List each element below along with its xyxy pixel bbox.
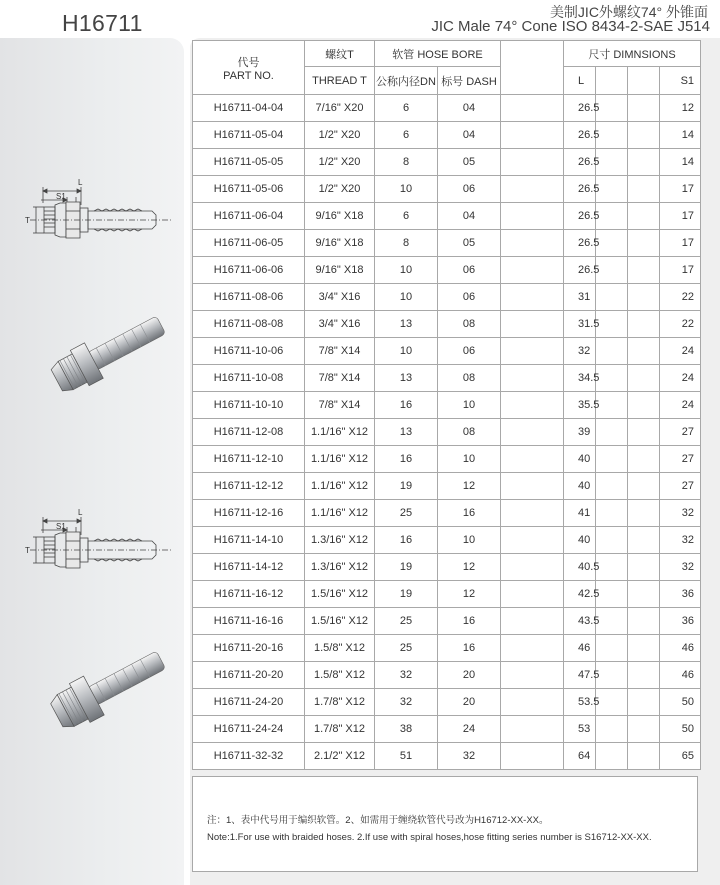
- blank-cell: [501, 635, 564, 662]
- blank-cell: [628, 284, 660, 311]
- l-cell: 40.5: [564, 554, 596, 581]
- blank-cell: [501, 527, 564, 554]
- header-thread-cn: 螺纹T: [305, 41, 375, 67]
- s1-cell: 22: [660, 311, 701, 338]
- part-no-cell: H16711-05-06: [193, 176, 305, 203]
- spec-table: [192, 40, 701, 770]
- s1-cell: 50: [660, 689, 701, 716]
- table-row: [193, 716, 701, 743]
- table-row: [193, 338, 701, 365]
- thread-cell: 1.1/16" X12: [305, 419, 375, 446]
- fitting-drawing-icon: [22, 505, 182, 575]
- fitting-drawing-icon: [22, 175, 182, 245]
- part-no-cell: H16711-08-06: [193, 284, 305, 311]
- blank-cell: [596, 311, 628, 338]
- part-no-cell: H16711-10-08: [193, 365, 305, 392]
- part-no-cell: H16711-14-10: [193, 527, 305, 554]
- dn-cell: 16: [375, 527, 438, 554]
- l-cell: 26.5: [564, 203, 596, 230]
- blank-cell: [596, 176, 628, 203]
- thread-cell: 9/16" X18: [305, 230, 375, 257]
- l-cell: 26.5: [564, 230, 596, 257]
- thread-cell: 1.1/16" X12: [305, 446, 375, 473]
- l-cell: 31.5: [564, 311, 596, 338]
- header-thread-en: THREAD T: [305, 67, 375, 95]
- svg-text:S1: S1: [56, 522, 66, 531]
- dn-cell: 8: [375, 230, 438, 257]
- part-no-cell: H16711-32-32: [193, 743, 305, 770]
- blank-cell: [596, 365, 628, 392]
- blank-cell: [501, 122, 564, 149]
- blank-cell: [596, 284, 628, 311]
- blank-cell: [501, 581, 564, 608]
- l-cell: 40: [564, 527, 596, 554]
- part-no-cell: H16711-05-04: [193, 122, 305, 149]
- blank-cell: [596, 95, 628, 122]
- dn-cell: 13: [375, 419, 438, 446]
- thread-cell: 1.5/8" X12: [305, 635, 375, 662]
- dash-cell: 06: [438, 176, 501, 203]
- blank-cell: [628, 203, 660, 230]
- dash-cell: 04: [438, 122, 501, 149]
- dash-cell: 06: [438, 284, 501, 311]
- s1-cell: 46: [660, 662, 701, 689]
- blank-cell: [596, 257, 628, 284]
- part-no-cell: H16711-10-10: [193, 392, 305, 419]
- blank-cell: [628, 311, 660, 338]
- blank-cell: [628, 608, 660, 635]
- thread-cell: 1.5/8" X12: [305, 662, 375, 689]
- dn-cell: 16: [375, 446, 438, 473]
- part-no-cell: H16711-12-16: [193, 500, 305, 527]
- thread-cell: 9/16" X18: [305, 257, 375, 284]
- blank-cell: [628, 689, 660, 716]
- table-row: [193, 743, 701, 770]
- blank-cell: [596, 716, 628, 743]
- blank-cell: [501, 392, 564, 419]
- table-row: [193, 176, 701, 203]
- dash-cell: 12: [438, 554, 501, 581]
- l-cell: 42.5: [564, 581, 596, 608]
- thread-cell: 1.3/16" X12: [305, 554, 375, 581]
- dash-cell: 24: [438, 716, 501, 743]
- dash-cell: 05: [438, 230, 501, 257]
- blank-cell: [628, 581, 660, 608]
- dash-cell: 32: [438, 743, 501, 770]
- table-row: [193, 257, 701, 284]
- dn-cell: 13: [375, 311, 438, 338]
- table-row: [193, 284, 701, 311]
- blank-cell: [596, 581, 628, 608]
- table-row: [193, 122, 701, 149]
- dn-cell: 25: [375, 608, 438, 635]
- s1-cell: 27: [660, 473, 701, 500]
- blank-cell: [501, 176, 564, 203]
- l-cell: 35.5: [564, 392, 596, 419]
- l-cell: 34.5: [564, 365, 596, 392]
- part-no-cell: H16711-14-12: [193, 554, 305, 581]
- l-cell: 40: [564, 446, 596, 473]
- thread-cell: 7/8" X14: [305, 392, 375, 419]
- blank-cell: [628, 392, 660, 419]
- dn-cell: 32: [375, 662, 438, 689]
- dn-cell: 6: [375, 122, 438, 149]
- s1-cell: 17: [660, 230, 701, 257]
- s1-cell: 24: [660, 365, 701, 392]
- table-row: [193, 365, 701, 392]
- notes-box: [192, 776, 698, 872]
- blank-cell: [628, 473, 660, 500]
- blank-cell: [628, 527, 660, 554]
- left-panel: [0, 38, 184, 885]
- dn-cell: 6: [375, 95, 438, 122]
- table-row: [193, 230, 701, 257]
- s1-cell: 36: [660, 581, 701, 608]
- thread-cell: 1.1/16" X12: [305, 500, 375, 527]
- l-cell: 64: [564, 743, 596, 770]
- blank-cell: [628, 365, 660, 392]
- l-cell: 26.5: [564, 149, 596, 176]
- table-row: [193, 203, 701, 230]
- dash-cell: 05: [438, 149, 501, 176]
- svg-text:T: T: [25, 216, 30, 225]
- note-chinese: 注：1、表中代号用于编织软管。2、如需用于缠绕软管代号改为H16712-XX-XX。: [207, 815, 549, 826]
- fitting-photo-icon: [22, 640, 172, 750]
- thread-cell: 1.7/8" X12: [305, 716, 375, 743]
- svg-text:S1: S1: [56, 192, 66, 201]
- header-blank: [596, 67, 628, 95]
- blank-cell: [501, 149, 564, 176]
- blank-cell: [596, 743, 628, 770]
- part-no-cell: H16711-20-20: [193, 662, 305, 689]
- dash-cell: 20: [438, 662, 501, 689]
- l-cell: 31: [564, 284, 596, 311]
- s1-cell: 17: [660, 203, 701, 230]
- thread-cell: 1.7/8" X12: [305, 689, 375, 716]
- s1-cell: 24: [660, 392, 701, 419]
- dash-cell: 12: [438, 581, 501, 608]
- l-cell: 26.5: [564, 95, 596, 122]
- blank-cell: [628, 257, 660, 284]
- s1-cell: 27: [660, 446, 701, 473]
- header-s1: S1: [660, 67, 701, 95]
- part-no-cell: H16711-06-04: [193, 203, 305, 230]
- part-no-cell: H16711-06-06: [193, 257, 305, 284]
- blank-cell: [628, 176, 660, 203]
- thread-cell: 2.1/2" X12: [305, 743, 375, 770]
- part-no-cell: H16711-12-12: [193, 473, 305, 500]
- thread-cell: 1.5/16" X12: [305, 581, 375, 608]
- thread-cell: 1.1/16" X12: [305, 473, 375, 500]
- blank-cell: [501, 338, 564, 365]
- dash-cell: 20: [438, 689, 501, 716]
- header-dash: 标号 DASH: [438, 67, 501, 95]
- blank-cell: [596, 338, 628, 365]
- s1-cell: 50: [660, 716, 701, 743]
- table-row: [193, 554, 701, 581]
- dn-cell: 38: [375, 716, 438, 743]
- blank-cell: [628, 446, 660, 473]
- blank-cell: [596, 527, 628, 554]
- dn-cell: 10: [375, 176, 438, 203]
- header-blank: [628, 67, 660, 95]
- blank-cell: [596, 473, 628, 500]
- blank-cell: [501, 662, 564, 689]
- header-dimensions: 尺寸 DIMNSIONS: [564, 41, 701, 67]
- l-cell: 47.5: [564, 662, 596, 689]
- table-row: [193, 419, 701, 446]
- dn-cell: 25: [375, 500, 438, 527]
- blank-cell: [628, 95, 660, 122]
- blank-cell: [596, 149, 628, 176]
- dn-cell: 10: [375, 257, 438, 284]
- blank-cell: [628, 122, 660, 149]
- dn-cell: 32: [375, 689, 438, 716]
- blank-cell: [596, 608, 628, 635]
- l-cell: 53.5: [564, 689, 596, 716]
- table-row: [193, 527, 701, 554]
- blank-cell: [628, 500, 660, 527]
- dash-cell: 12: [438, 473, 501, 500]
- blank-cell: [596, 230, 628, 257]
- table-row: [193, 446, 701, 473]
- part-no-cell: H16711-12-08: [193, 419, 305, 446]
- dn-cell: 19: [375, 473, 438, 500]
- s1-cell: 24: [660, 338, 701, 365]
- blank-cell: [501, 500, 564, 527]
- table-row: [193, 473, 701, 500]
- blank-cell: [501, 473, 564, 500]
- header-part-no: 代号 PART NO.: [193, 41, 305, 95]
- dn-cell: 19: [375, 554, 438, 581]
- part-no-cell: H16711-06-05: [193, 230, 305, 257]
- fitting-photo-icon: [22, 305, 172, 415]
- title-english: JIC Male 74° Cone ISO 8434-2-SAE J514: [431, 18, 710, 35]
- model-number: H16711: [62, 10, 143, 36]
- blank-cell: [501, 257, 564, 284]
- part-no-cell: H16711-12-10: [193, 446, 305, 473]
- table-row: [193, 689, 701, 716]
- dn-cell: 16: [375, 392, 438, 419]
- blank-cell: [596, 419, 628, 446]
- l-cell: 26.5: [564, 176, 596, 203]
- dash-cell: 16: [438, 635, 501, 662]
- thread-cell: 1.5/16" X12: [305, 608, 375, 635]
- dash-cell: 10: [438, 446, 501, 473]
- s1-cell: 32: [660, 554, 701, 581]
- table-row: [193, 608, 701, 635]
- s1-cell: 22: [660, 284, 701, 311]
- thread-cell: 9/16" X18: [305, 203, 375, 230]
- l-cell: 26.5: [564, 257, 596, 284]
- header-dn: 公称内径DN: [375, 67, 438, 95]
- s1-cell: 17: [660, 176, 701, 203]
- part-no-cell: H16711-10-06: [193, 338, 305, 365]
- blank-cell: [501, 716, 564, 743]
- table-row: [193, 581, 701, 608]
- blank-cell: [501, 203, 564, 230]
- l-cell: 41: [564, 500, 596, 527]
- dn-cell: 10: [375, 284, 438, 311]
- table-row: [193, 635, 701, 662]
- table-row: [193, 149, 701, 176]
- blank-cell: [501, 311, 564, 338]
- l-cell: 39: [564, 419, 596, 446]
- table-row: [193, 500, 701, 527]
- title-chinese: 美制JIC外螺纹74° 外锥面: [549, 4, 708, 20]
- thread-cell: 3/4" X16: [305, 284, 375, 311]
- s1-cell: 65: [660, 743, 701, 770]
- part-no-cell: H16711-08-08: [193, 311, 305, 338]
- thread-cell: 7/16" X20: [305, 95, 375, 122]
- part-no-cell: H16711-04-04: [193, 95, 305, 122]
- s1-cell: 27: [660, 419, 701, 446]
- l-cell: 43.5: [564, 608, 596, 635]
- part-no-cell: H16711-16-16: [193, 608, 305, 635]
- blank-cell: [596, 500, 628, 527]
- thread-cell: 1/2" X20: [305, 149, 375, 176]
- dash-cell: 10: [438, 527, 501, 554]
- blank-cell: [596, 392, 628, 419]
- blank-cell: [628, 149, 660, 176]
- blank-cell: [628, 743, 660, 770]
- s1-cell: 32: [660, 527, 701, 554]
- dn-cell: 10: [375, 338, 438, 365]
- blank-cell: [501, 743, 564, 770]
- blank-cell: [596, 554, 628, 581]
- thread-cell: 7/8" X14: [305, 338, 375, 365]
- thread-cell: 3/4" X16: [305, 311, 375, 338]
- s1-cell: 32: [660, 500, 701, 527]
- blank-cell: [501, 689, 564, 716]
- dash-cell: 08: [438, 311, 501, 338]
- blank-cell: [501, 608, 564, 635]
- s1-cell: 12: [660, 95, 701, 122]
- thread-cell: 1.3/16" X12: [305, 527, 375, 554]
- dash-cell: 06: [438, 338, 501, 365]
- table-row: [193, 311, 701, 338]
- thread-cell: 7/8" X14: [305, 365, 375, 392]
- blank-cell: [628, 338, 660, 365]
- table-row: [193, 662, 701, 689]
- s1-cell: 36: [660, 608, 701, 635]
- part-no-cell: H16711-20-16: [193, 635, 305, 662]
- blank-cell: [501, 365, 564, 392]
- l-cell: 32: [564, 338, 596, 365]
- header-l: L: [564, 67, 596, 95]
- s1-cell: 46: [660, 635, 701, 662]
- blank-cell: [596, 635, 628, 662]
- dash-cell: 10: [438, 392, 501, 419]
- note-english: Note:1.For use with braided hoses. 2.If use with spiral hoses,hose fitting series number is S16712-XX-XX.: [207, 832, 652, 843]
- dash-cell: 08: [438, 419, 501, 446]
- s1-cell: 14: [660, 122, 701, 149]
- blank-cell: [596, 689, 628, 716]
- part-no-cell: H16711-05-05: [193, 149, 305, 176]
- header-hose-bore: 软管 HOSE BORE: [375, 41, 501, 67]
- l-cell: 46: [564, 635, 596, 662]
- blank-cell: [628, 662, 660, 689]
- blank-cell: [596, 122, 628, 149]
- part-no-cell: H16711-24-20: [193, 689, 305, 716]
- table-row: [193, 95, 701, 122]
- svg-text:T: T: [25, 546, 30, 555]
- svg-text:L: L: [78, 508, 83, 517]
- dash-cell: 16: [438, 500, 501, 527]
- l-cell: 40: [564, 473, 596, 500]
- svg-text:L: L: [78, 178, 83, 187]
- thread-cell: 1/2" X20: [305, 176, 375, 203]
- table-row: [193, 392, 701, 419]
- dn-cell: 19: [375, 581, 438, 608]
- blank-cell: [628, 419, 660, 446]
- dash-cell: 06: [438, 257, 501, 284]
- blank-cell: [596, 203, 628, 230]
- l-cell: 53: [564, 716, 596, 743]
- s1-cell: 14: [660, 149, 701, 176]
- part-no-cell: H16711-24-24: [193, 716, 305, 743]
- dn-cell: 51: [375, 743, 438, 770]
- dash-cell: 16: [438, 608, 501, 635]
- blank-cell: [501, 230, 564, 257]
- blank-cell: [596, 446, 628, 473]
- blank-cell: [628, 554, 660, 581]
- l-cell: 26.5: [564, 122, 596, 149]
- blank-cell: [501, 95, 564, 122]
- dash-cell: 04: [438, 203, 501, 230]
- blank-cell: [501, 284, 564, 311]
- blank-cell: [628, 230, 660, 257]
- part-no-cell: H16711-16-12: [193, 581, 305, 608]
- blank-cell: [501, 446, 564, 473]
- blank-cell: [501, 419, 564, 446]
- dash-cell: 04: [438, 95, 501, 122]
- blank-cell: [628, 635, 660, 662]
- thread-cell: 1/2" X20: [305, 122, 375, 149]
- dn-cell: 13: [375, 365, 438, 392]
- dash-cell: 08: [438, 365, 501, 392]
- blank-cell: [501, 554, 564, 581]
- blank-cell: [596, 662, 628, 689]
- dn-cell: 6: [375, 203, 438, 230]
- blank-cell: [628, 716, 660, 743]
- s1-cell: 17: [660, 257, 701, 284]
- dn-cell: 8: [375, 149, 438, 176]
- dn-cell: 25: [375, 635, 438, 662]
- header-blank: [501, 41, 564, 95]
